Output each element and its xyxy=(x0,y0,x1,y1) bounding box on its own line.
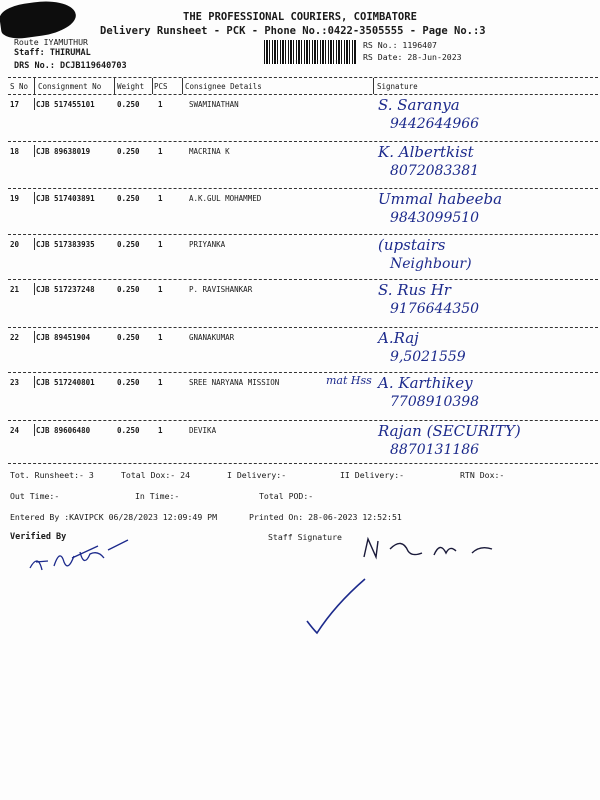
row-signature-phone: 7708910398 xyxy=(390,394,480,410)
row-separator xyxy=(8,372,598,373)
col-signature: Signature xyxy=(377,82,418,91)
entered-by: Entered By :KAVIPCK 06/28/2023 12:09:49 PM xyxy=(10,512,218,522)
row-sno: 23 xyxy=(10,378,20,387)
row-weight: 0.250 xyxy=(117,378,140,387)
row-consignment: CJB 517383935 xyxy=(36,240,95,249)
row-sno: 20 xyxy=(10,240,20,249)
row-separator xyxy=(8,141,598,142)
row-divider xyxy=(34,238,35,250)
row-weight: 0.250 xyxy=(117,100,140,109)
row-divider xyxy=(34,192,35,204)
row-pcs: 1 xyxy=(158,426,163,435)
row-signature-phone: 8870131186 xyxy=(390,442,480,458)
out-time: Out Time:- xyxy=(10,491,60,501)
i-delivery: I Delivery:- xyxy=(227,470,287,480)
col-weight: Weight xyxy=(117,82,145,91)
route-label: Route xyxy=(14,37,39,47)
route-value: IYAMUTHUR xyxy=(43,37,88,47)
total-dox: Total Dox:- 24 xyxy=(121,470,191,480)
row-consignment: CJB 89606480 xyxy=(36,426,91,435)
row-pcs: 1 xyxy=(158,147,163,156)
row-consignment: CJB 89638019 xyxy=(36,147,91,156)
row-consignee: GNANAKUMAR xyxy=(189,333,235,342)
row-divider xyxy=(34,283,35,295)
row-sno: 24 xyxy=(10,426,20,435)
row-weight: 0.250 xyxy=(117,426,140,435)
row-consignee: PRIYANKA xyxy=(189,240,226,249)
row-signature-phone: 9,5021559 xyxy=(390,349,466,365)
row-signature-name: A.Raj xyxy=(378,329,419,347)
row-divider xyxy=(34,98,35,110)
row-sno: 19 xyxy=(10,194,20,203)
row-pcs: 1 xyxy=(158,378,163,387)
row-weight: 0.250 xyxy=(117,147,140,156)
row-signature-phone: 9176644350 xyxy=(390,301,480,317)
row-signature-name: Ummal habeeba xyxy=(378,190,503,208)
row-pcs: 1 xyxy=(158,100,163,109)
row-signature-name: S. Saranya xyxy=(378,96,460,114)
row-signature-name: Rajan (SECURITY) xyxy=(378,422,521,440)
row-consignee: P. RAVISHANKAR xyxy=(189,285,253,294)
row-weight: 0.250 xyxy=(117,333,140,342)
row-consignee: SWAMINATHAN xyxy=(189,100,239,109)
table-header-rule xyxy=(8,94,598,95)
route-line xyxy=(14,37,88,47)
row-pcs: 1 xyxy=(158,333,163,342)
row-consignee: A.K.GUL MOHAMMED xyxy=(189,194,262,203)
check-mark-icon xyxy=(305,575,370,637)
table-top-rule xyxy=(8,77,598,78)
total-runsheet: Tot. Runsheet:- 3 xyxy=(10,470,94,480)
row-signature-phone: Neighbour) xyxy=(390,256,472,272)
row-separator xyxy=(8,279,598,280)
rs-number: RS No.: 1196407 xyxy=(363,40,437,50)
row-consignment: CJB 517240801 xyxy=(36,378,95,387)
staff-signature xyxy=(362,535,502,565)
row-divider xyxy=(34,424,35,436)
row-signature-name: S. Rus Hr xyxy=(378,281,451,299)
row-consignee: SREE NARYANA MISSION xyxy=(189,378,280,387)
col-sno: S No xyxy=(10,82,29,91)
runsheet-subtitle: Delivery Runsheet - PCK - Phone No.:0422-3505555 - Page No.:3 xyxy=(100,25,486,37)
table-bottom-rule xyxy=(8,463,598,464)
row-sno: 22 xyxy=(10,333,20,342)
col-consignment: Consignment No xyxy=(38,82,102,91)
company-title: THE PROFESSIONAL COURIERS, COIMBATORE xyxy=(183,11,417,23)
row-weight: 0.250 xyxy=(117,194,140,203)
row-sno: 18 xyxy=(10,147,20,156)
staff-signature-label: Staff Signature xyxy=(268,532,342,542)
printed-on: Printed On: 28-06-2023 12:52:51 xyxy=(249,512,402,522)
barcode xyxy=(264,40,356,64)
rtn-dox: RTN Dox:- xyxy=(460,470,505,480)
verifier-signature xyxy=(28,528,138,578)
staff-name: Staff: THIRUMAL xyxy=(14,48,91,58)
row-divider xyxy=(34,376,35,388)
in-time: In Time:- xyxy=(135,491,180,501)
row-divider xyxy=(34,331,35,343)
col-consignee: Consignee Details xyxy=(185,82,262,91)
rs-date: RS Date: 28-Jun-2023 xyxy=(363,52,462,62)
row-weight: 0.250 xyxy=(117,285,140,294)
row-consignment: CJB 517237248 xyxy=(36,285,95,294)
ii-delivery: II Delivery:- xyxy=(340,470,405,480)
row-consignee: MACRINA K xyxy=(189,147,230,156)
row-signature-name: (upstairs xyxy=(378,236,446,254)
ink-blot xyxy=(0,0,78,41)
row-signature-name: K. Albertkist xyxy=(378,143,474,161)
row-separator xyxy=(8,420,598,421)
row-note-handwritten: mat Hss xyxy=(326,374,372,387)
row-consignment: CJB 517403891 xyxy=(36,194,95,203)
row-pcs: 1 xyxy=(158,194,163,203)
row-pcs: 1 xyxy=(158,285,163,294)
row-signature-name: A. Karthikey xyxy=(378,374,473,392)
row-consignee: DEVIKA xyxy=(189,426,217,435)
row-pcs: 1 xyxy=(158,240,163,249)
row-divider xyxy=(34,145,35,157)
row-signature-phone: 8072083381 xyxy=(390,163,480,179)
row-sno: 17 xyxy=(10,100,20,109)
drs-number: DRS No.: DCJB119640703 xyxy=(14,61,127,71)
row-separator xyxy=(8,188,598,189)
row-signature-phone: 9843099510 xyxy=(390,210,480,226)
verified-by-label: Verified By xyxy=(10,532,67,542)
row-sno: 21 xyxy=(10,285,20,294)
row-separator xyxy=(8,234,598,235)
row-separator xyxy=(8,327,598,328)
total-pod: Total POD:- xyxy=(259,491,314,501)
col-pcs: PCS xyxy=(154,82,168,91)
row-weight: 0.250 xyxy=(117,240,140,249)
row-consignment: CJB 89451904 xyxy=(36,333,91,342)
row-signature-phone: 9442644966 xyxy=(390,116,480,132)
row-consignment: CJB 517455101 xyxy=(36,100,95,109)
